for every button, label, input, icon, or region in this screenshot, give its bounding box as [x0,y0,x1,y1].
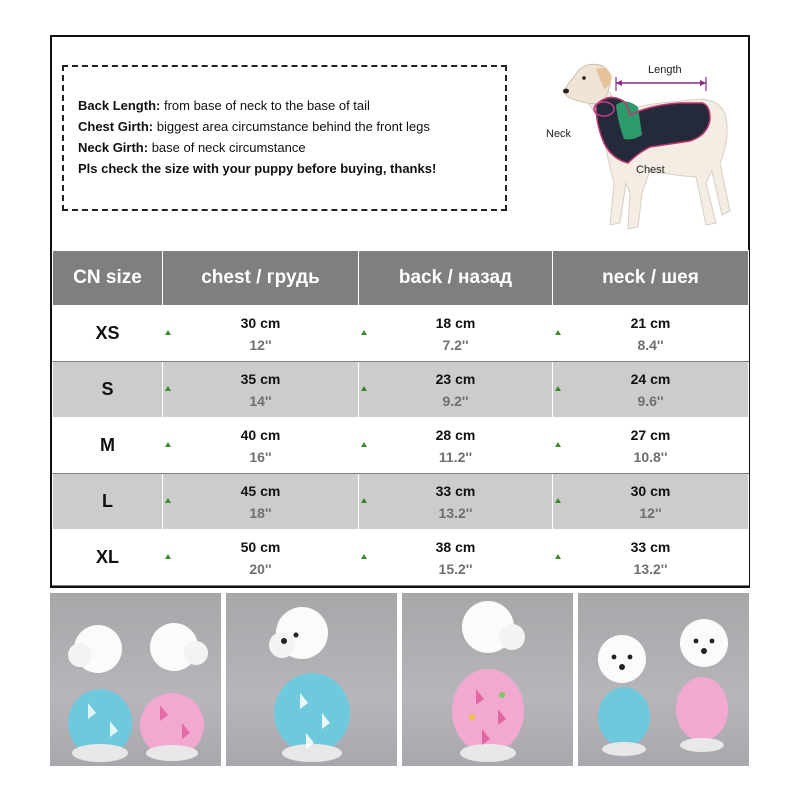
product-photo-4 [578,593,749,766]
product-photo-3 [402,593,573,766]
back-value: 18 cm 7.2'' [359,306,553,362]
chest-value: 40 cm 16'' [163,418,359,474]
product-photo-2 [226,593,397,766]
neck-value: 27 cm 10.8'' [553,418,749,474]
size-label: S [53,362,163,418]
table-row [53,306,749,362]
measurement-notes [62,65,507,211]
table-row [53,530,749,586]
product-photos [50,593,750,766]
table-row [53,474,749,530]
back-value: 23 cm 9.2'' [359,362,553,418]
back-value: 33 cm 13.2'' [359,474,553,530]
dog-illustration-icon [563,64,730,229]
size-table [52,250,749,586]
chest-value: 35 cm 14'' [163,362,359,418]
length-label: Length [648,64,682,76]
chest-value: 30 cm 12'' [163,306,359,362]
neck-value: 21 cm 8.4'' [553,306,749,362]
poodles-back-view-icon [50,593,221,766]
header-cn-size: CN size [53,251,163,306]
measurement-guide [52,37,748,251]
header-chest: chest / грудь [163,251,359,306]
size-label: XS [53,306,163,362]
product-photo-1 [50,593,221,766]
note-chest-girth: Chest Girth: biggest area circumstance behind the front legs [78,119,430,134]
back-value: 38 cm 15.2'' [359,530,553,586]
size-label: L [53,474,163,530]
poodles-front-view-icon [578,593,749,766]
header-neck: neck / шея [553,251,749,306]
size-label: M [53,418,163,474]
note-back-length: Back Length: from base of neck to the base of tail [78,98,370,113]
neck-value: 24 cm 9.6'' [553,362,749,418]
size-chart-frame [50,35,750,588]
table-row [53,362,749,418]
poodle-pink-pajama-icon [402,593,573,766]
neck-value: 33 cm 13.2'' [553,530,749,586]
table-row [53,418,749,474]
size-label: XL [53,530,163,586]
dog-measurement-figure [530,43,740,243]
chest-value: 45 cm 18'' [163,474,359,530]
size-table-header [53,251,749,306]
back-value: 28 cm 11.2'' [359,418,553,474]
note-check-size: Pls check the size with your puppy before buying, thanks! [78,161,437,176]
chest-label: Chest [636,164,665,176]
chest-value: 50 cm 20'' [163,530,359,586]
note-neck-girth: Neck Girth: base of neck circumstance [78,140,306,155]
neck-value: 30 cm 12'' [553,474,749,530]
header-back: back / назад [359,251,553,306]
neck-label: Neck [546,128,572,140]
poodle-blue-pajama-icon [226,593,397,766]
